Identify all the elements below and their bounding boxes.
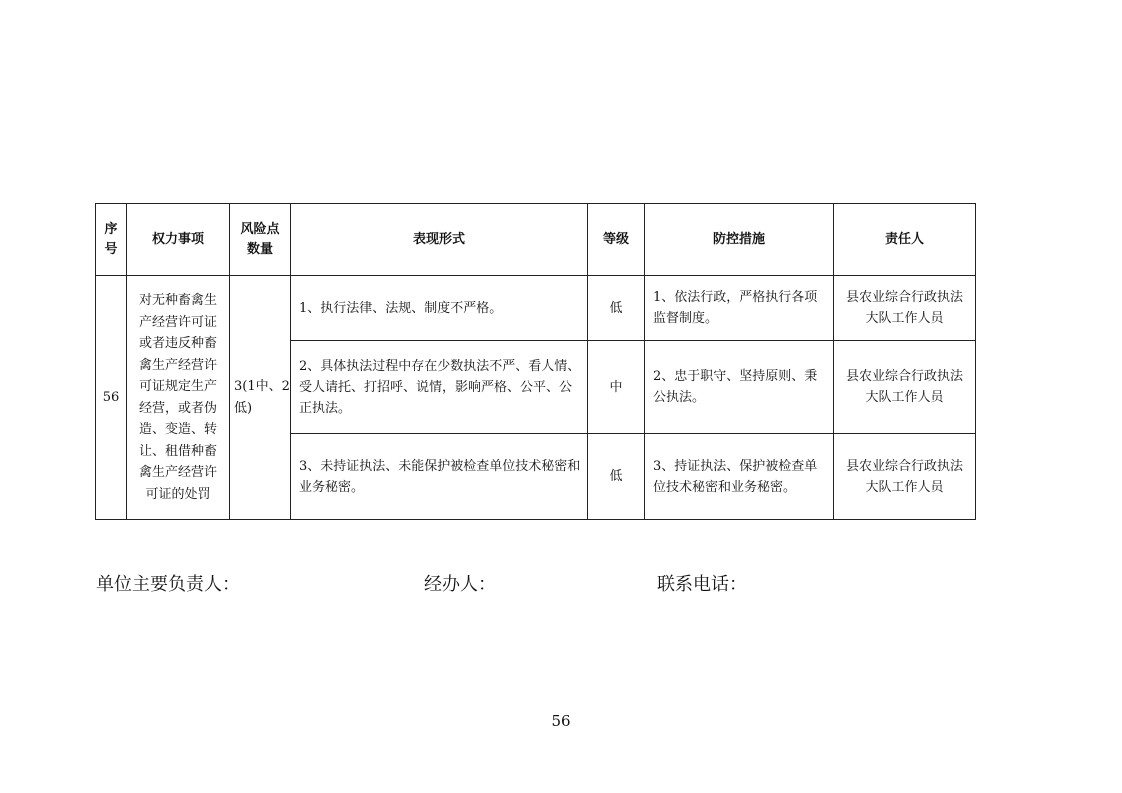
unit-head-label: 单位主要负责人：	[96, 574, 240, 595]
header-risk-count-line2: 数量	[246, 241, 273, 257]
cell-manifestation: 3、未持证执法、未能保护被检查单位技术秘密和业务秘密。	[291, 434, 588, 520]
handler-label: 经办人：	[424, 574, 496, 595]
cell-level: 中	[588, 341, 645, 434]
table-row	[96, 276, 976, 341]
header-risk-count-line1: 风险点	[240, 221, 280, 237]
risk-control-table	[95, 203, 976, 520]
cell-level: 低	[588, 434, 645, 520]
page-number: 56	[551, 712, 571, 730]
header-matter: 权力事项	[127, 204, 230, 276]
cell-measure: 3、持证执法、保护被检查单位技术秘密和业务秘密。	[645, 434, 834, 520]
header-seq-line1: 序	[104, 221, 118, 237]
header-seq	[96, 204, 127, 276]
cell-manifestation: 1、执行法律、法规、制度不严格。	[291, 276, 588, 341]
header-manifestation: 表现形式	[291, 204, 588, 276]
cell-measure: 1、依法行政，严格执行各项监督制度。	[645, 276, 834, 341]
cell-risk-count: 3(1中、2低)	[230, 276, 291, 520]
cell-responsible: 县农业综合行政执法大队工作人员	[834, 434, 976, 520]
phone-label: 联系电话：	[657, 574, 747, 595]
header-level: 等级	[588, 204, 645, 276]
cell-level: 低	[588, 276, 645, 341]
cell-responsible: 县农业综合行政执法大队工作人员	[834, 276, 976, 341]
header-responsible: 责任人	[834, 204, 976, 276]
cell-responsible: 县农业综合行政执法大队工作人员	[834, 341, 976, 434]
cell-matter: 对无种畜禽生产经营许可证或者违反种畜禽生产经营许可证规定生产经营，或者伪造、变造、转让、租借种畜禽生产经营许可证的处罚	[127, 276, 230, 520]
table-header-row	[96, 204, 976, 276]
cell-manifestation: 2、具体执法过程中存在少数执法不严、看人情、受人请托、打招呼、说情，影响严格、公平、公正执法。	[291, 341, 588, 434]
cell-seq: 56	[96, 276, 127, 520]
header-risk-count	[230, 204, 291, 276]
cell-measure: 2、忠于职守、坚持原则、秉公执法。	[645, 341, 834, 434]
header-measures: 防控措施	[645, 204, 834, 276]
header-seq-line2: 号	[104, 241, 118, 257]
